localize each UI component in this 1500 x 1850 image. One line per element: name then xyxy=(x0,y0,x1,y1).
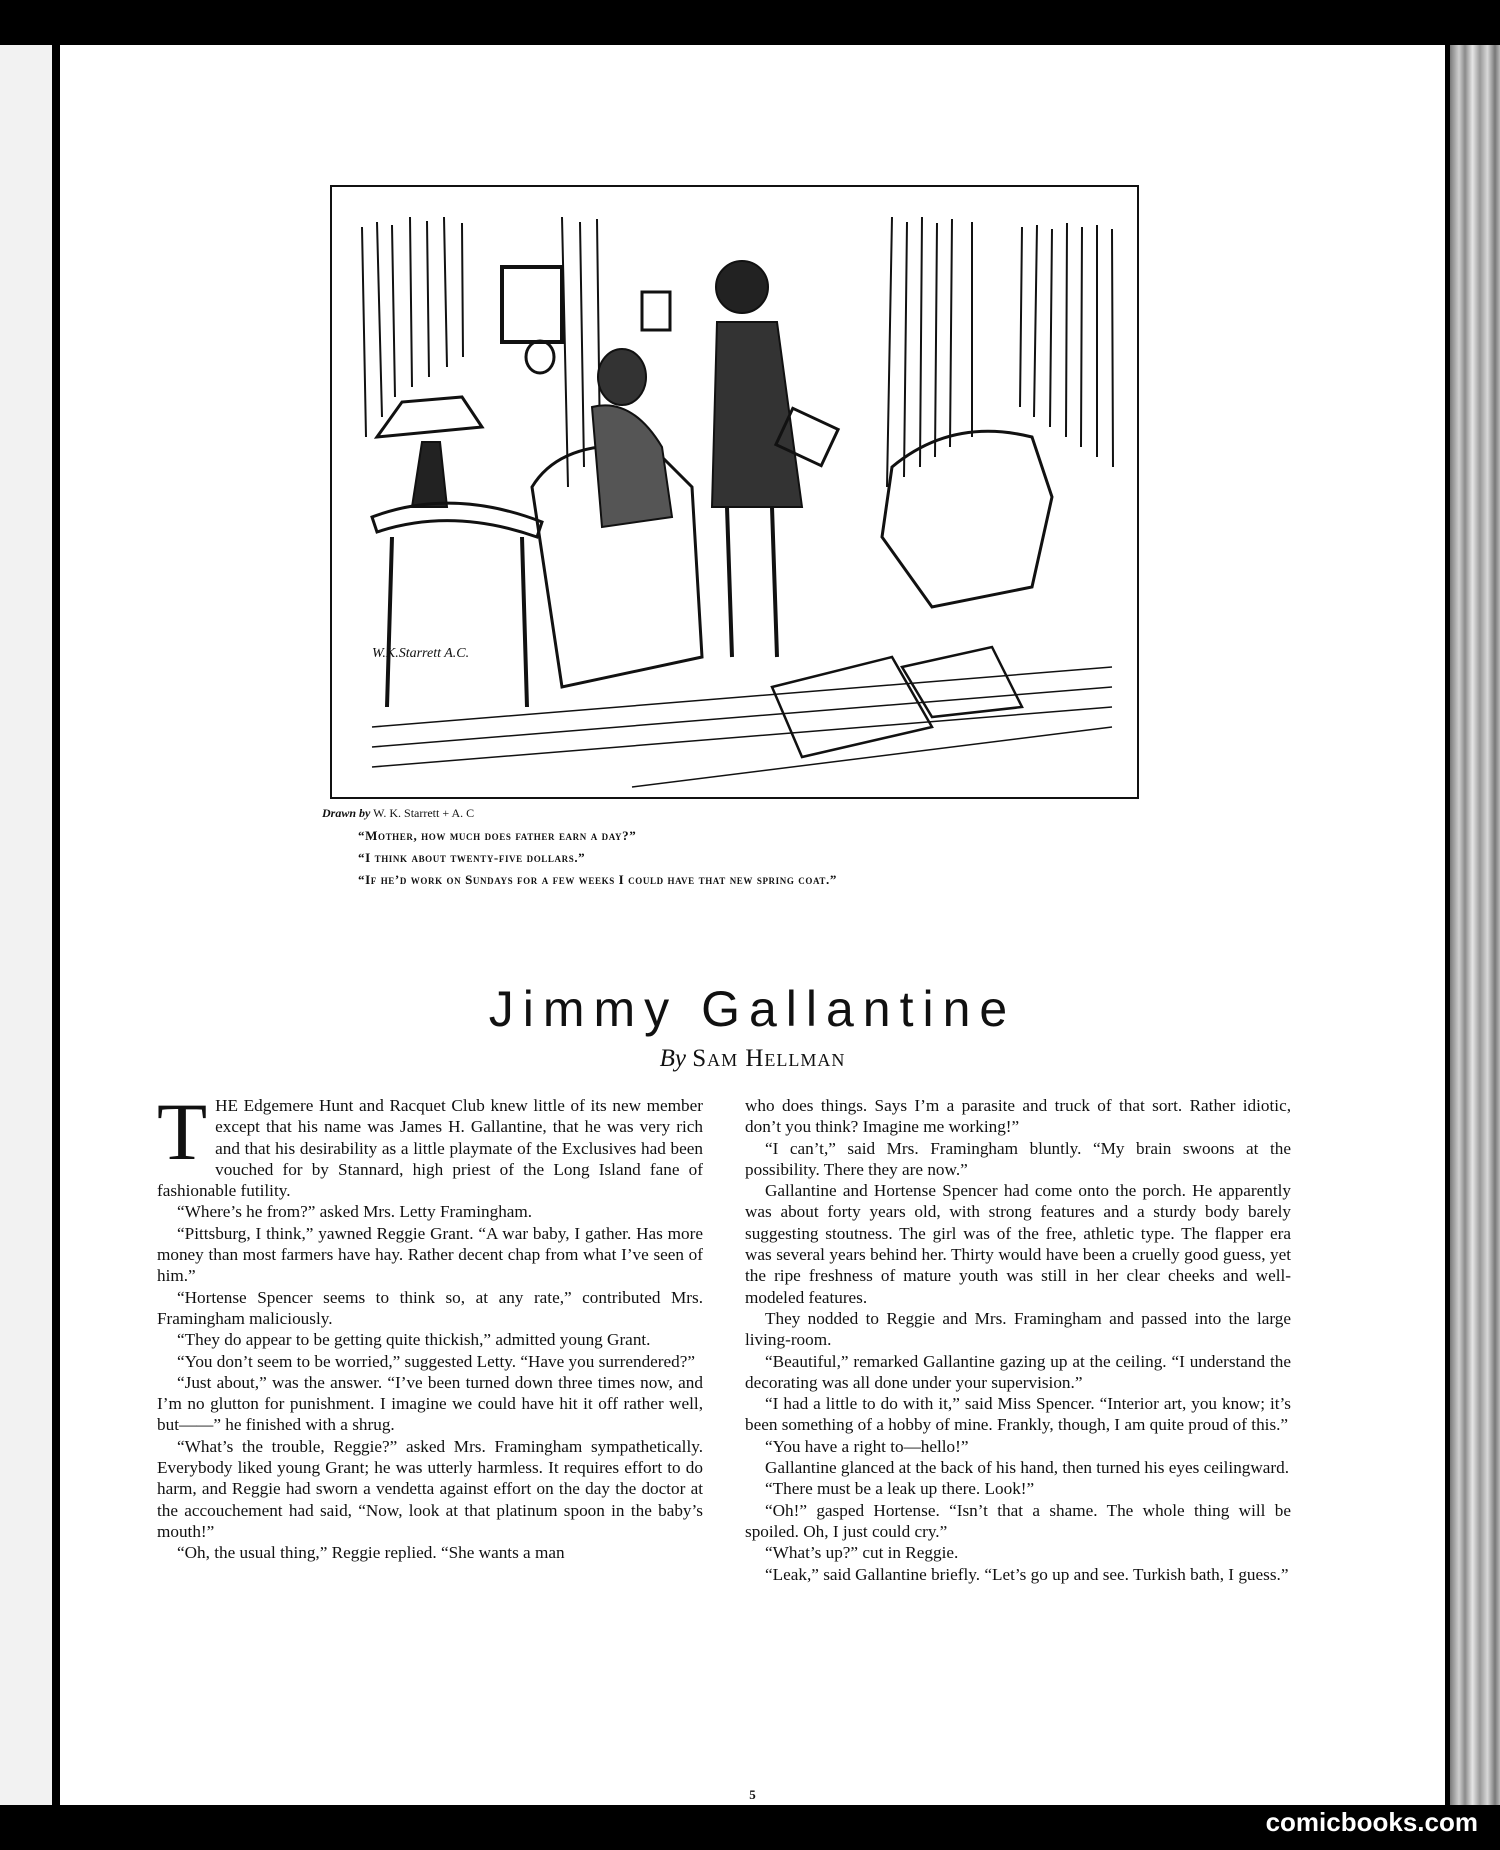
paragraph: “You have a right to—hello!” xyxy=(765,1436,969,1456)
living-room-drawing xyxy=(332,187,1137,797)
paragraph: “Beautiful,” remarked Gallantine gazing up at the ceiling. “I understand the decorating was all done under your supervision.” xyxy=(745,1351,1291,1392)
wall-picture xyxy=(502,267,562,342)
paragraph: “You don’t seem to be worried,” suggested Letty. “Have you surrendered?” xyxy=(177,1351,696,1371)
artist-signature: W.K.Starrett A.C. xyxy=(372,646,470,661)
text-column-right xyxy=(745,1095,1291,1585)
paragraph: THE Edgemere Hunt and Racquet Club knew little of its new member except that his name was James H. Gallantine, that he was very rich and that his desirability as a little playmate of the Exclusives had been vouched for by Stannard, high priest of the Long Island fane of fashionable futility. xyxy=(157,1086,703,1201)
papers-on-floor xyxy=(772,647,1022,757)
drop-cap: T xyxy=(157,1086,208,1177)
paragraph: “What’s the trouble, Reggie?” asked Mrs. Framingham sympathetically. Everybody liked young Grant; he was utterly harmless. It requires effort to do harm, and Reggie had sworn a vendetta against effort on the day the doctor at the accouchement had said, “Now, look at that platinum spoon in the baby’s mouth!” xyxy=(157,1436,703,1541)
byline-by: By xyxy=(659,1045,686,1072)
page-number: 5 xyxy=(749,1787,756,1802)
magazine-page xyxy=(60,45,1445,1805)
paragraph: “What’s up?” cut in Reggie. xyxy=(765,1543,959,1563)
story-title: Jimmy Gallantine xyxy=(488,981,1017,1037)
sofa xyxy=(882,431,1052,607)
caption-line: “I think about twenty-five dollars.” xyxy=(358,850,586,865)
caption-line: “If he’d work on Sundays for a few weeks I could have that new spring coat.” xyxy=(358,872,837,887)
paragraph: “Oh!” gasped Hortense. “Isn’t that a shame. The whole thing will be spoiled. Oh, I just could cry.” xyxy=(745,1500,1291,1541)
paragraph: who does things. Says I’m a parasite and truck of that sort. Rather idiotic, don’t you think? Imagine me working!” xyxy=(745,1096,1291,1137)
byline xyxy=(60,1045,1445,1073)
lamp-base xyxy=(412,442,447,507)
byline-author: Sam Hellman xyxy=(692,1045,846,1072)
paragraph: “Leak,” said Gallantine briefly. “Let’s go up and see. Turkish bath, I guess.” xyxy=(765,1564,1289,1584)
paragraph: They nodded to Reggie and Mrs. Framingham and passed into the large living-room. xyxy=(745,1308,1291,1350)
site-watermark: comicbooks.com xyxy=(1265,1807,1478,1837)
facing-page-edge xyxy=(0,45,52,1805)
book-spine xyxy=(1450,45,1500,1805)
seated-woman-head xyxy=(598,349,646,405)
illustration-credit xyxy=(322,807,1222,819)
paragraph: “Just about,” was the answer. “I’ve been turned down three times now, and I’m no glutton for punishment. I imagine we could have hit it off rather well, but——” he finished with a shrug. xyxy=(157,1372,703,1435)
paragraph: Gallantine and Hortense Spencer had come onto the porch. He apparently was about forty years old, with strong features and a sturdy body barely suggesting stoutness. The girl was of the free, athletic type. The flapper era was several years behind her. Thirty would have been a cruelly good guess, yet the ripe freshness of mature youth was still in her clear cheeks and well-modeled features. xyxy=(745,1181,1291,1307)
paragraph: “Pittsburg, I think,” yawned Reggie Grant. “A war baby, I gather. Has more money than most farmers have hay. Rather decent chap from what I’ve seen of him.” xyxy=(157,1223,703,1286)
lamp-shade xyxy=(377,397,482,437)
caption-line: “Mother, how much does father earn a day?” xyxy=(358,828,637,843)
paragraph: Gallantine glanced at the back of his hand, then turned his eyes ceilingward. xyxy=(765,1458,1290,1478)
text-column-left xyxy=(157,1086,703,1564)
credit-prefix: Drawn by xyxy=(322,806,371,820)
small-wall-picture xyxy=(642,292,670,330)
illustration-captions xyxy=(358,825,1218,891)
paragraph: “I had a little to do with it,” said Miss Spencer. “Interior art, you know; it’s been something of a hobby of mine. Frankly, though, I am quite proud of this.” xyxy=(745,1394,1291,1435)
paragraph: “Oh, the usual thing,” Reggie replied. “She wants a man xyxy=(177,1543,565,1563)
story-illustration xyxy=(330,185,1139,799)
paragraph: “Hortense Spencer seems to think so, at any rate,” contributed Mrs. Framingham maliciously. xyxy=(157,1287,703,1328)
standing-girl-head xyxy=(716,261,768,313)
paragraph: “They do appear to be getting quite thickish,” admitted young Grant. xyxy=(177,1330,651,1350)
paragraph: “Where’s he from?” asked Mrs. Letty Framingham. xyxy=(177,1202,533,1222)
credit-names: W. K. Starrett + A. C xyxy=(373,806,475,820)
paragraph: “There must be a leak up there. Look!” xyxy=(765,1479,1035,1499)
paragraph: “I can’t,” said Mrs. Framingham bluntly. “My brain swoons at the possibility. There they are now.” xyxy=(745,1138,1291,1179)
